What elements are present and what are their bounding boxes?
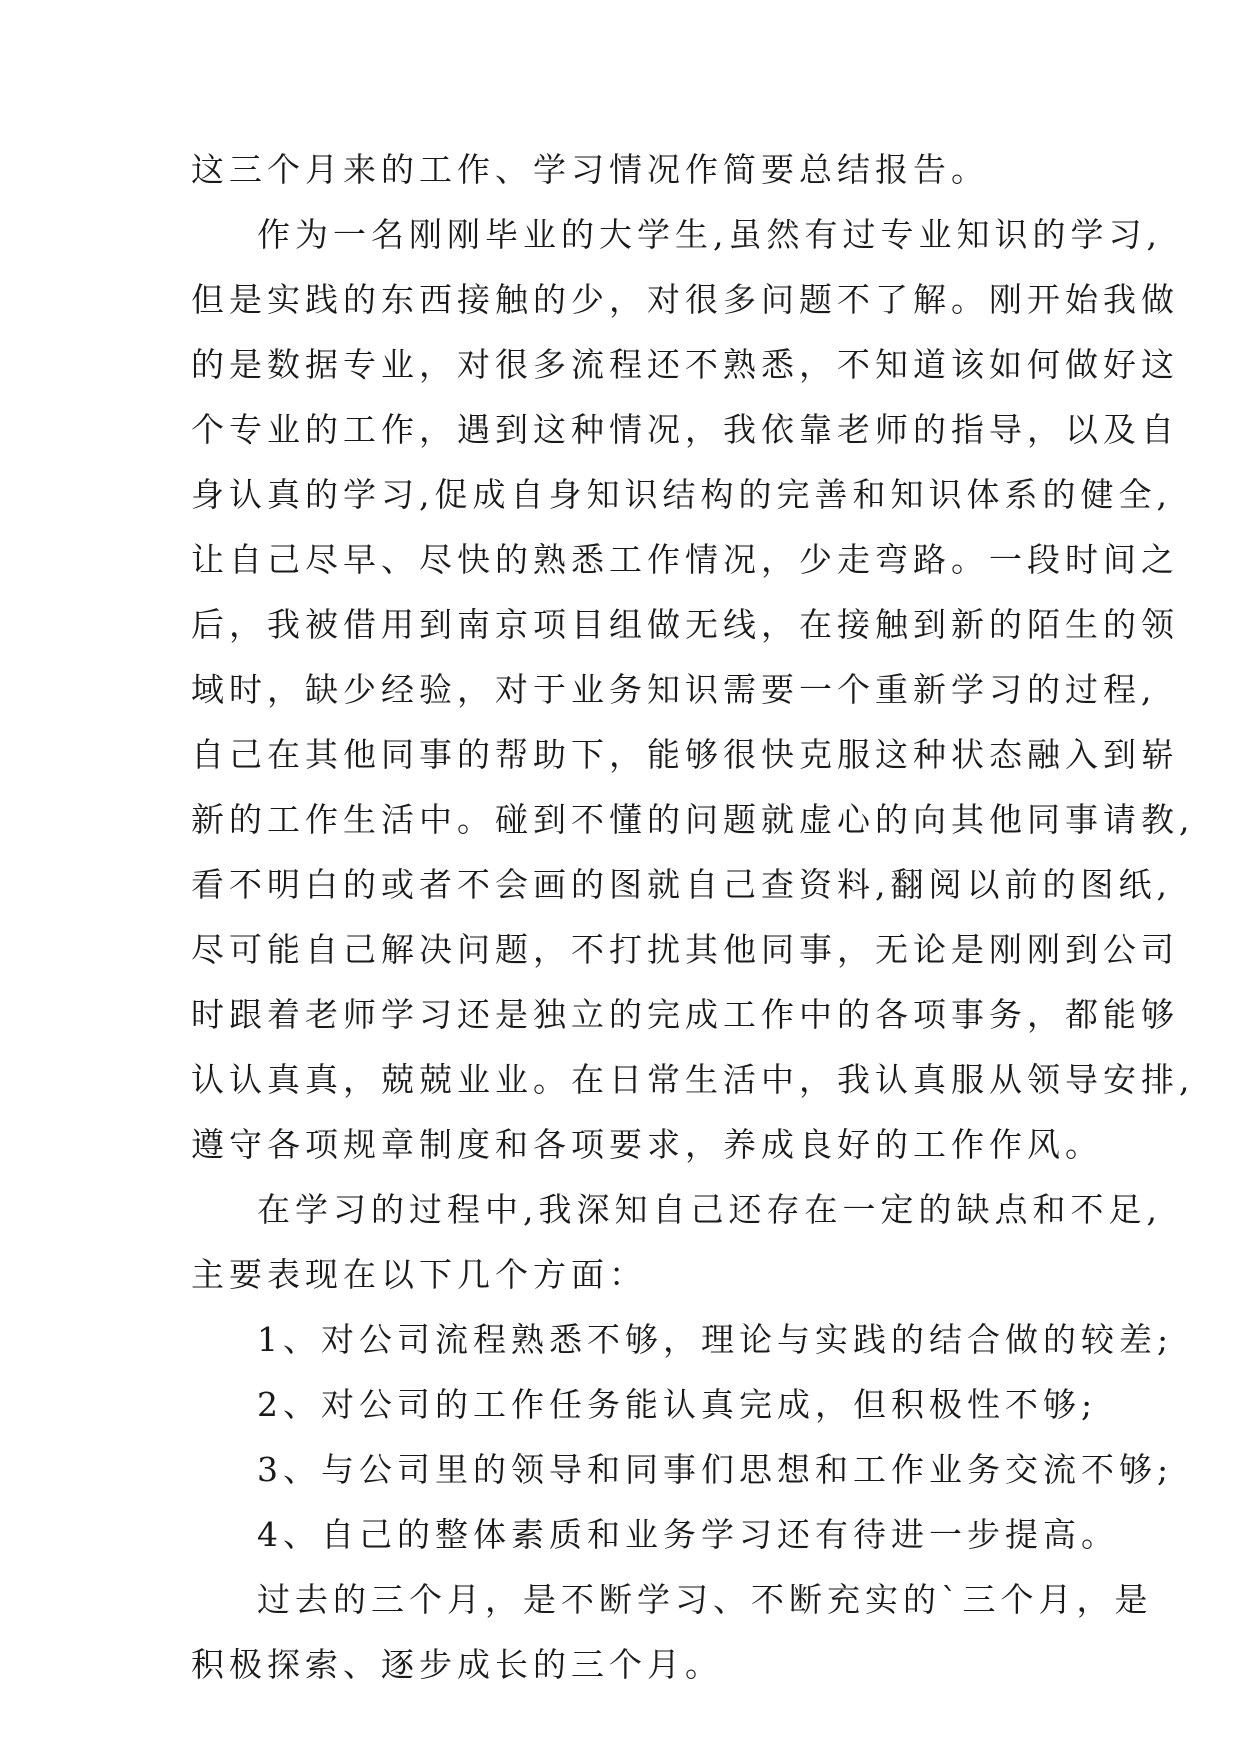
text-line: 时跟着老师学习还是独立的完成工作中的各项事务，都能够: [191, 995, 1179, 1034]
text-line: 认认真真，兢兢业业。在日常生活中，我认真服从领导安排,: [191, 1060, 1195, 1099]
text-line: 在学习的过程中,我深知自己还存在一定的缺点和不足,: [257, 1190, 1162, 1229]
text-line: 让自己尽早、尽快的熟悉工作情况，少走弯路。一段时间之: [191, 540, 1179, 579]
text-line: 看不明白的或者不会画的图就自己查资料,翻阅以前的图纸,: [191, 865, 1172, 904]
text-line: 的是数据专业，对很多流程还不熟悉，不知道该如何做好这: [191, 345, 1179, 384]
text-line: 这三个月来的工作、学习情况作简要总结报告。: [191, 150, 989, 189]
text-line: 但是实践的东西接触的少，对很多问题不了解。刚开始我做: [191, 280, 1179, 319]
text-line: 过去的三个月，是不断学习、不断充实的`三个月，是: [257, 1580, 1153, 1619]
text-line: 作为一名刚刚毕业的大学生,虽然有过专业知识的学习,: [257, 215, 1162, 254]
list-item: 3、与公司里的领导和同事们思想和工作业务交流不够;: [257, 1450, 1174, 1489]
text-line: 遵守各项规章制度和各项要求，养成良好的工作作风。: [191, 1125, 1103, 1164]
text-line: 主要表现在以下几个方面：: [191, 1255, 647, 1294]
text-line: 尽可能自己解决问题，不打扰其他同事，无论是刚刚到公司: [191, 930, 1179, 969]
text-line: 身认真的学习,促成自身知识结构的完善和知识体系的健全,: [191, 475, 1172, 514]
list-item: 2、对公司的工作任务能认真完成，但积极性不够;: [257, 1385, 1098, 1424]
text-line: 积极探索、逐步成长的三个月。: [191, 1645, 723, 1684]
text-line: 个专业的工作，遇到这种情况，我依靠老师的指导，以及自: [191, 410, 1179, 449]
text-line: 域时，缺少经验，对于业务知识需要一个重新学习的过程,: [191, 670, 1157, 709]
text-line: 新的工作生活中。碰到不懂的问题就虚心的向其他同事请教,: [191, 800, 1195, 839]
text-line: 自己在其他同事的帮助下，能够很快克服这种状态融入到崭: [191, 735, 1179, 774]
list-item: 4、自己的整体素质和业务学习还有待进一步提高。: [257, 1515, 1119, 1554]
text-line: 后，我被借用到南京项目组做无线，在接触到新的陌生的领: [191, 605, 1179, 644]
list-item: 1、对公司流程熟悉不够，理论与实践的结合做的较差;: [257, 1320, 1174, 1359]
